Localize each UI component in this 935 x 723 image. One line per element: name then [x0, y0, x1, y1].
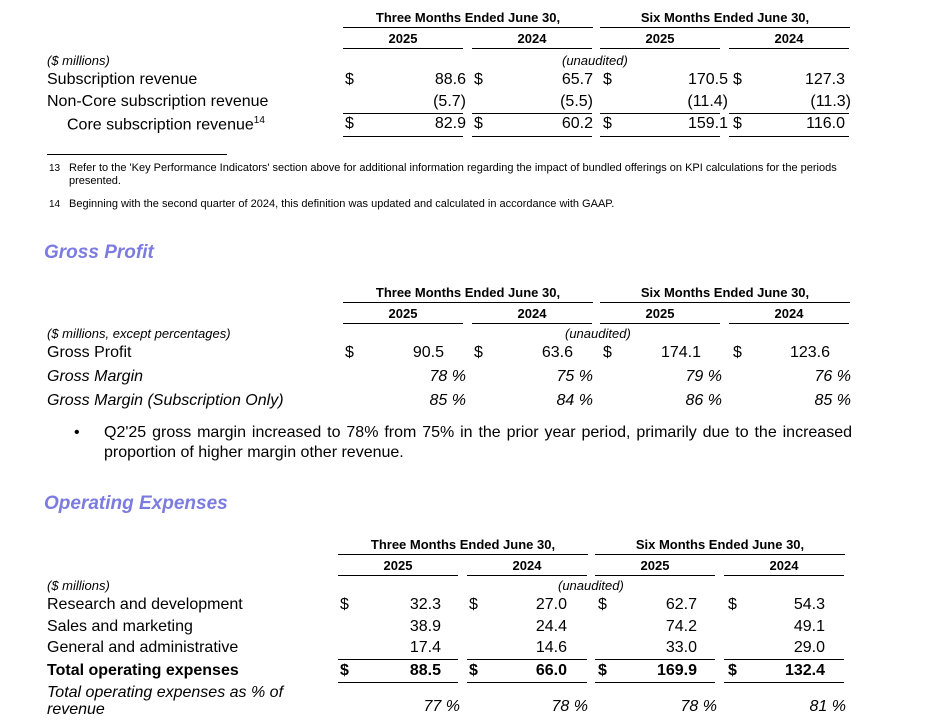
row-label-line: revenue — [47, 701, 105, 718]
year-header: 2024 — [769, 558, 799, 573]
value-cell: 127.3 — [804, 71, 845, 88]
value-cell: 24.4 — [535, 618, 567, 635]
row-label: Total operating expenses — [47, 662, 239, 679]
value-cell: 65.7 — [561, 71, 593, 88]
value-cell: (11.3) — [810, 93, 851, 110]
operating-expenses-title: Operating Expenses — [44, 493, 228, 514]
value-cell: 84 % — [556, 392, 593, 409]
year-header: 2025 — [645, 306, 675, 321]
value-cell: 63.6 — [541, 344, 573, 361]
value-cell: 85 % — [429, 392, 466, 409]
unaudited-label: (unaudited) — [562, 53, 628, 68]
currency-symbol: $ — [603, 344, 612, 361]
value-cell: (5.7) — [433, 93, 466, 110]
currency-symbol: $ — [469, 662, 478, 679]
period-header-three-months: Three Months Ended June 30, — [370, 537, 556, 552]
value-cell: 79 % — [685, 368, 722, 385]
footnote-divider — [47, 154, 227, 155]
value-cell: 33.0 — [665, 639, 697, 656]
period-header-six-months: Six Months Ended June 30, — [635, 537, 805, 552]
currency-symbol: $ — [728, 596, 737, 613]
currency-symbol: $ — [733, 71, 742, 88]
gross-profit-title: Gross Profit — [44, 242, 154, 263]
currency-symbol: $ — [340, 596, 349, 613]
value-cell: (11.4) — [687, 93, 728, 110]
currency-symbol: $ — [603, 71, 612, 88]
value-cell: 32.3 — [409, 596, 441, 613]
value-cell: 49.1 — [793, 618, 825, 635]
value-cell: 116.0 — [806, 115, 845, 132]
row-label: Gross Margin (Subscription Only) — [47, 392, 284, 409]
value-cell: 174.1 — [660, 344, 701, 361]
year-header: 2025 — [388, 31, 418, 46]
period-header-six-months: Six Months Ended June 30, — [640, 10, 810, 25]
units-label: ($ millions) — [47, 578, 110, 593]
period-header-three-months: Three Months Ended June 30, — [375, 285, 561, 300]
value-cell: 90.5 — [412, 344, 444, 361]
value-cell: 82.9 — [434, 115, 466, 132]
bullet-marker: • — [74, 424, 80, 441]
currency-symbol: $ — [474, 71, 483, 88]
gross-margin-commentary: Q2'25 gross margin increased to 78% from 75% in the prior year period, primarily due to the increased proportion of higher margin other revenue. — [104, 424, 852, 461]
unaudited-label: (unaudited) — [558, 578, 624, 593]
currency-symbol: $ — [345, 71, 354, 88]
year-header: 2024 — [774, 306, 804, 321]
value-cell: 132.4 — [784, 662, 825, 679]
currency-symbol: $ — [733, 115, 742, 132]
year-header: 2025 — [640, 558, 670, 573]
value-cell: 78 % — [429, 368, 466, 385]
year-header: 2025 — [383, 558, 413, 573]
period-header-three-months: Three Months Ended June 30, — [375, 10, 561, 25]
currency-symbol: $ — [598, 662, 607, 679]
value-cell: 78 % — [551, 698, 588, 715]
year-header: 2024 — [517, 306, 547, 321]
row-label: Gross Profit — [47, 344, 132, 361]
value-cell: 81 % — [809, 698, 846, 715]
currency-symbol: $ — [728, 662, 737, 679]
value-cell: 62.7 — [665, 596, 697, 613]
currency-symbol: $ — [340, 662, 349, 679]
row-label: Sales and marketing — [47, 618, 193, 635]
value-cell: 29.0 — [793, 639, 825, 656]
year-header: 2024 — [774, 31, 804, 46]
year-header: 2024 — [512, 558, 542, 573]
value-cell: 159.1 — [687, 115, 728, 132]
footnote-text: Beginning with the second quarter of 2024, this definition was updated and calculated in accordance with GAAP. — [69, 198, 615, 210]
value-cell: 123.6 — [789, 344, 830, 361]
currency-symbol: $ — [474, 115, 483, 132]
currency-symbol: $ — [603, 115, 612, 132]
year-header: 2025 — [388, 306, 418, 321]
currency-symbol: $ — [345, 115, 354, 132]
footnote-text: Refer to the 'Key Performance Indicators' section above for additional information regarding the impact of bundled offerings on KPI calculations for the periods presented. — [69, 162, 837, 187]
currency-symbol: $ — [598, 596, 607, 613]
value-cell: 170.5 — [687, 71, 728, 88]
value-cell: 14.6 — [535, 639, 567, 656]
year-header: 2024 — [517, 31, 547, 46]
value-cell: 75 % — [556, 368, 593, 385]
currency-symbol: $ — [469, 596, 478, 613]
value-cell: (5.5) — [560, 93, 593, 110]
unaudited-label: (unaudited) — [565, 326, 631, 341]
period-header-six-months: Six Months Ended June 30, — [640, 285, 810, 300]
value-cell: 66.0 — [535, 662, 567, 679]
row-label — [67, 115, 265, 134]
currency-symbol: $ — [345, 344, 354, 361]
value-cell: 54.3 — [793, 596, 825, 613]
value-cell: 169.9 — [656, 662, 697, 679]
value-cell: 76 % — [814, 368, 851, 385]
value-cell: 74.2 — [665, 618, 697, 635]
footnote-number: 13 — [49, 163, 61, 174]
row-label: Non-Core subscription revenue — [47, 93, 269, 110]
row-label: Gross Margin — [47, 368, 144, 385]
footnote-ref: 14 — [253, 115, 265, 126]
value-cell: 27.0 — [535, 596, 567, 613]
units-label: ($ millions, except percentages) — [47, 326, 231, 341]
row-label: General and administrative — [47, 639, 239, 656]
value-cell: 86 % — [685, 392, 722, 409]
value-cell: 17.4 — [409, 639, 441, 656]
value-cell: 60.2 — [561, 115, 593, 132]
currency-symbol: $ — [733, 344, 742, 361]
value-cell: 88.6 — [434, 71, 466, 88]
row-label-text: Core subscription revenue — [67, 116, 254, 134]
value-cell: 85 % — [814, 392, 851, 409]
row-label: Research and development — [47, 596, 243, 613]
row-label: Subscription revenue — [47, 71, 198, 88]
units-label: ($ millions) — [47, 53, 110, 68]
value-cell: 88.5 — [409, 662, 441, 679]
row-label-line: Total operating expenses as % of — [47, 684, 284, 701]
year-header: 2025 — [645, 31, 675, 46]
value-cell: 77 % — [423, 698, 460, 715]
value-cell: 78 % — [680, 698, 717, 715]
currency-symbol: $ — [474, 344, 483, 361]
footnote-number: 14 — [49, 199, 61, 210]
row-label — [47, 684, 283, 718]
value-cell: 38.9 — [409, 618, 441, 635]
